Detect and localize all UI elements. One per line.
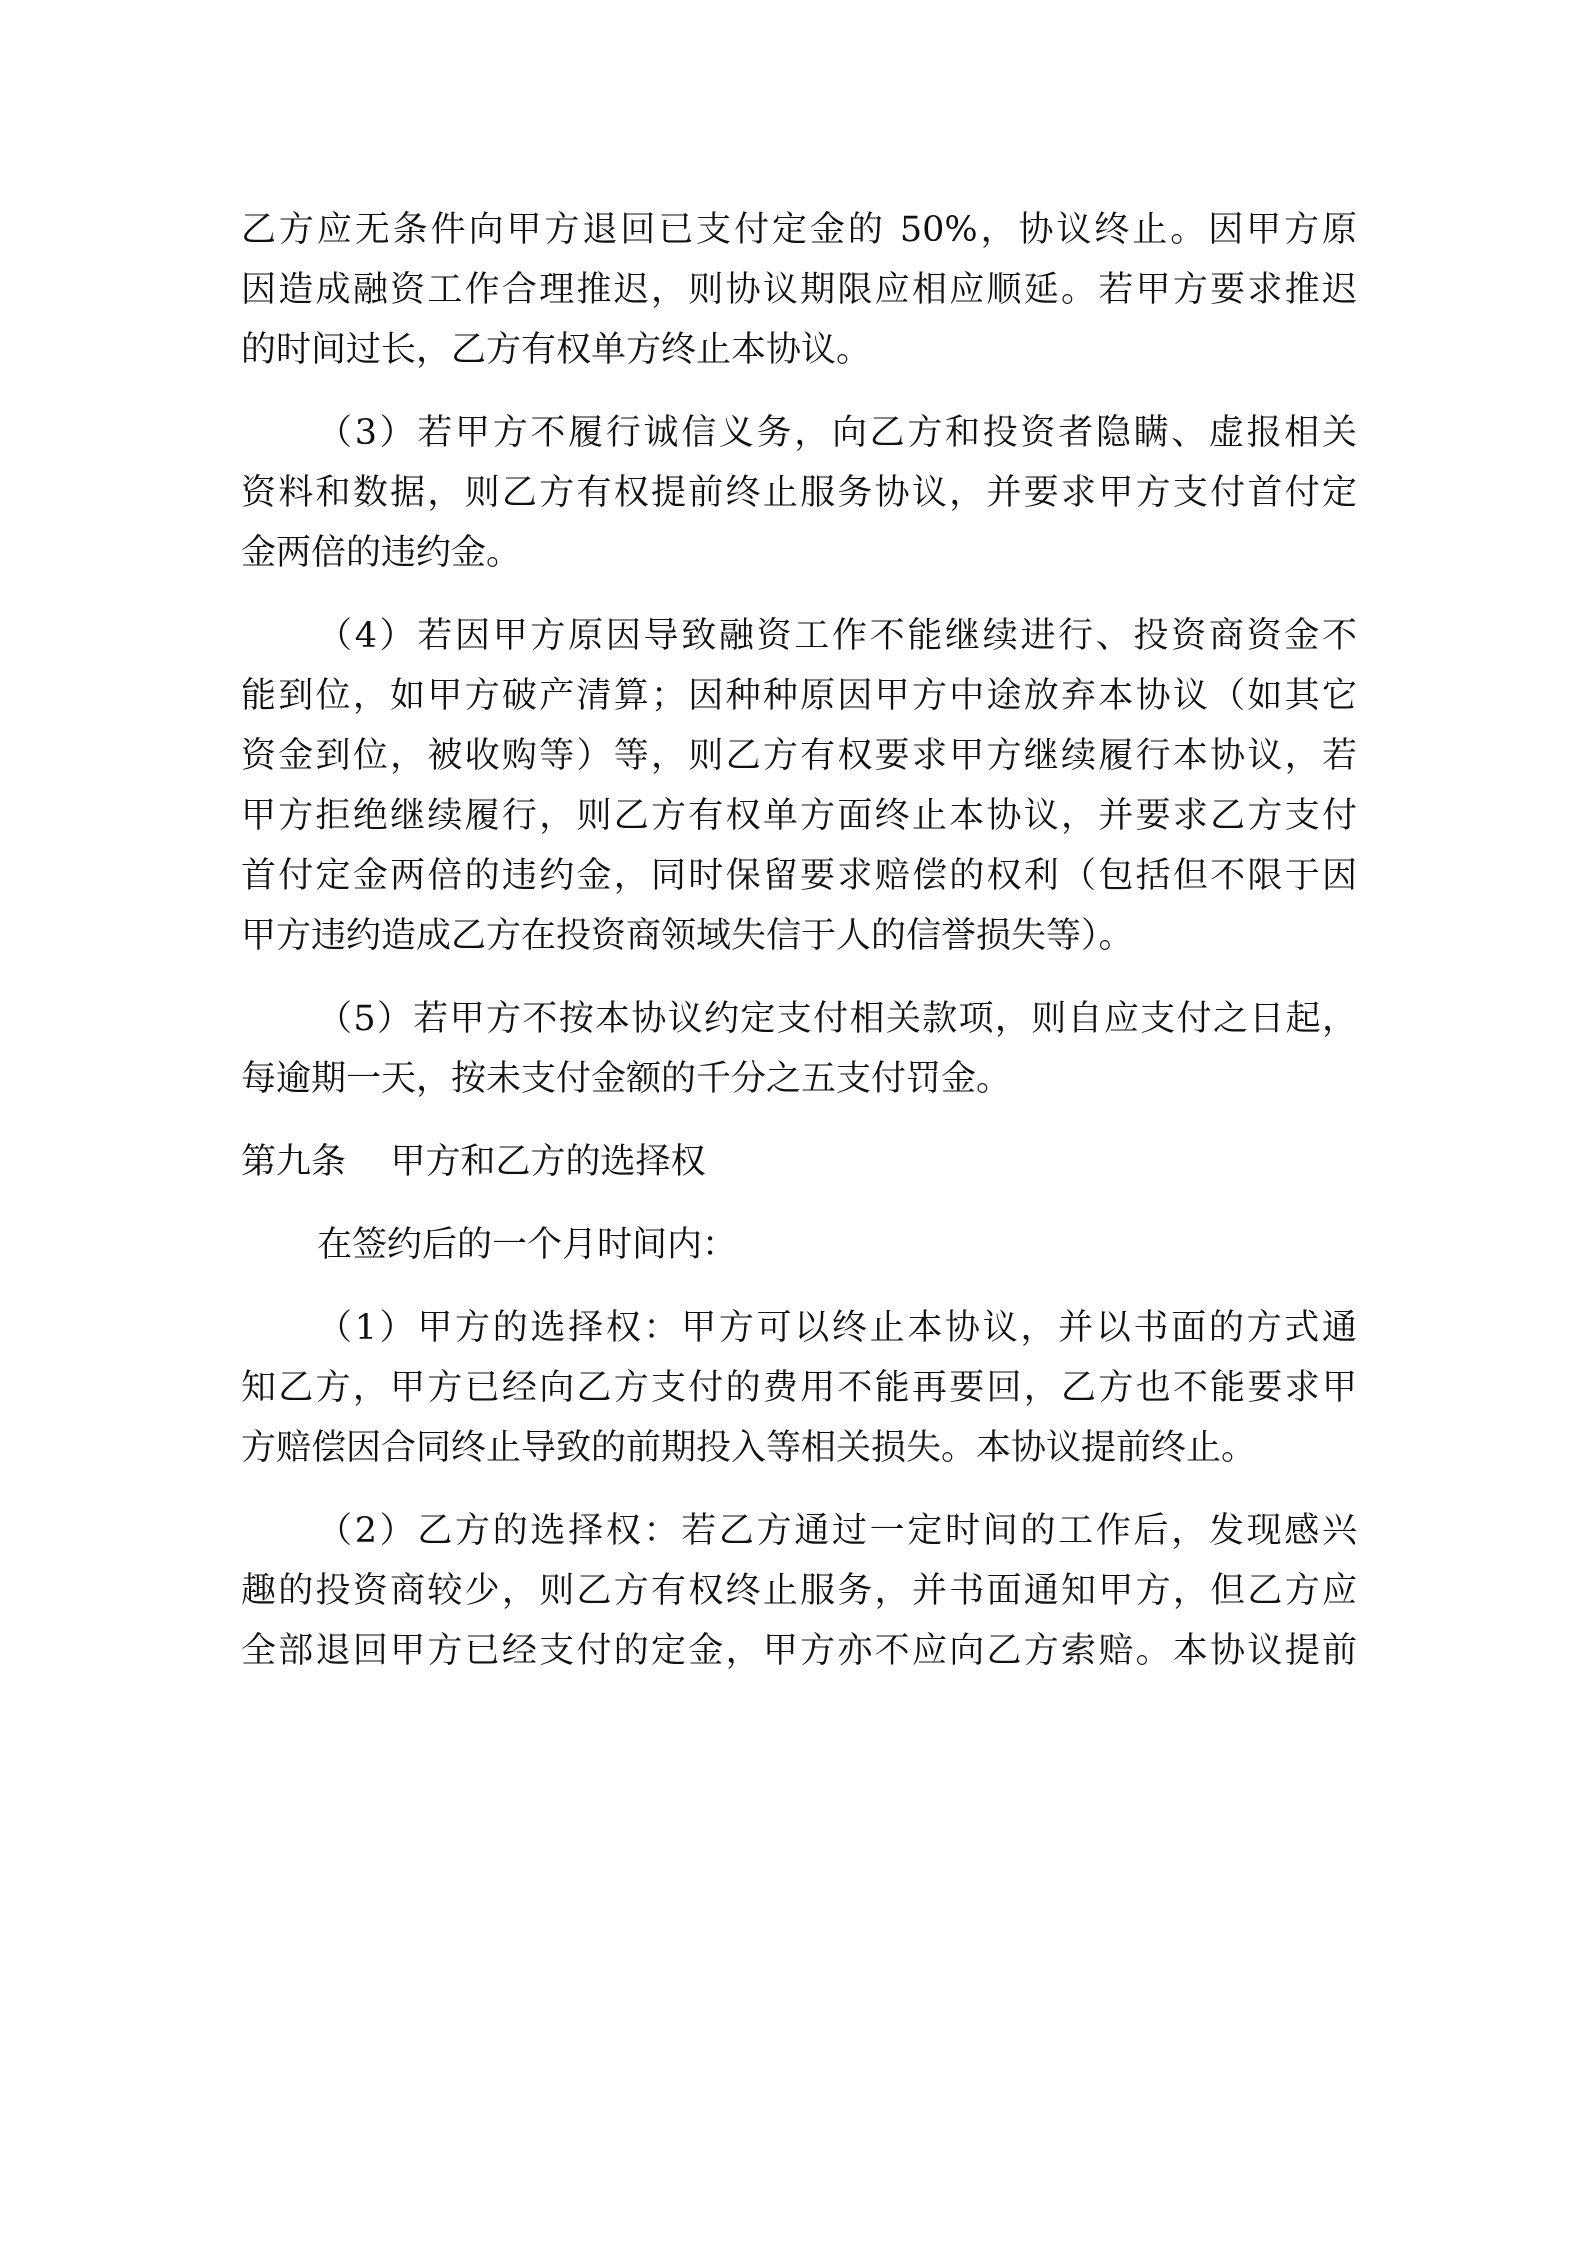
document-body bbox=[241, 200, 1357, 1681]
text-line: 知乙方，甲方已经向乙方支付的费用不能再要回，乙方也不能要求甲 bbox=[241, 1368, 1357, 1408]
paragraph-item-3 bbox=[241, 403, 1357, 583]
text-line: 甲方违约造成乙方在投资商领域失信于人的信誉损失等）。 bbox=[241, 916, 1134, 956]
text-line: 每逾期一天，按未支付金额的千分之五支付罚金。 bbox=[241, 1059, 1012, 1099]
text-line: 金两倍的违约金。 bbox=[241, 533, 522, 573]
paragraph-continued bbox=[241, 200, 1357, 380]
text-line: （5）若甲方不按本协议约定支付相关款项，则自应支付之日起， bbox=[317, 999, 1357, 1039]
text-line: 首付定金两倍的违约金，同时保留要求赔偿的权利（包括但不限于因 bbox=[241, 856, 1357, 896]
paragraph-item-5 bbox=[241, 989, 1357, 1109]
paragraph-choice-1 bbox=[241, 1298, 1357, 1478]
text-line: 资金到位，被收购等）等，则乙方有权要求甲方继续履行本协议，若 bbox=[241, 736, 1357, 776]
text-line: 甲方拒绝继续履行，则乙方有权单方面终止本协议，并要求乙方支付 bbox=[241, 796, 1357, 836]
text-line: 趣的投资商较少，则乙方有权终止服务，并书面通知甲方，但乙方应 bbox=[241, 1571, 1357, 1611]
text-line: 方赔偿因合同终止导致的前期投入等相关损失。本协议提前终止。 bbox=[241, 1428, 1257, 1468]
text-line: 的时间过长，乙方有权单方终止本协议。 bbox=[241, 330, 872, 370]
text-line: （1）甲方的选择权：甲方可以终止本协议，并以书面的方式通 bbox=[317, 1308, 1357, 1348]
text-line: （3）若甲方不履行诚信义务，向乙方和投资者隐瞒、虚报相关 bbox=[317, 413, 1357, 453]
text-line: 能到位，如甲方破产清算；因种种原因甲方中途放弃本协议（如其它 bbox=[241, 676, 1357, 716]
text-line: （4）若因甲方原因导致融资工作不能继续进行、投资商资金不 bbox=[317, 616, 1357, 656]
text-line: 资料和数据，则乙方有权提前终止服务协议，并要求甲方支付首付定 bbox=[241, 473, 1357, 513]
text-line: 乙方应无条件向甲方退回已支付定金的 50%，协议终止。因甲方原 bbox=[241, 210, 1357, 250]
article-intro bbox=[241, 1215, 1357, 1275]
text-line: 因造成融资工作合理推迟，则协议期限应相应顺延。若甲方要求推迟 bbox=[241, 270, 1357, 310]
article-heading: 第九条 甲方和乙方的选择权 bbox=[241, 1142, 706, 1182]
text-line: （2）乙方的选择权：若乙方通过一定时间的工作后，发现感兴 bbox=[317, 1511, 1357, 1551]
text-line: 在签约后的一个月时间内： bbox=[317, 1225, 738, 1265]
paragraph-choice-2 bbox=[241, 1501, 1357, 1681]
paragraph-item-4 bbox=[241, 606, 1357, 966]
text-line: 全部退回甲方已经支付的定金，甲方亦不应向乙方索赔。本协议提前 bbox=[241, 1631, 1357, 1671]
